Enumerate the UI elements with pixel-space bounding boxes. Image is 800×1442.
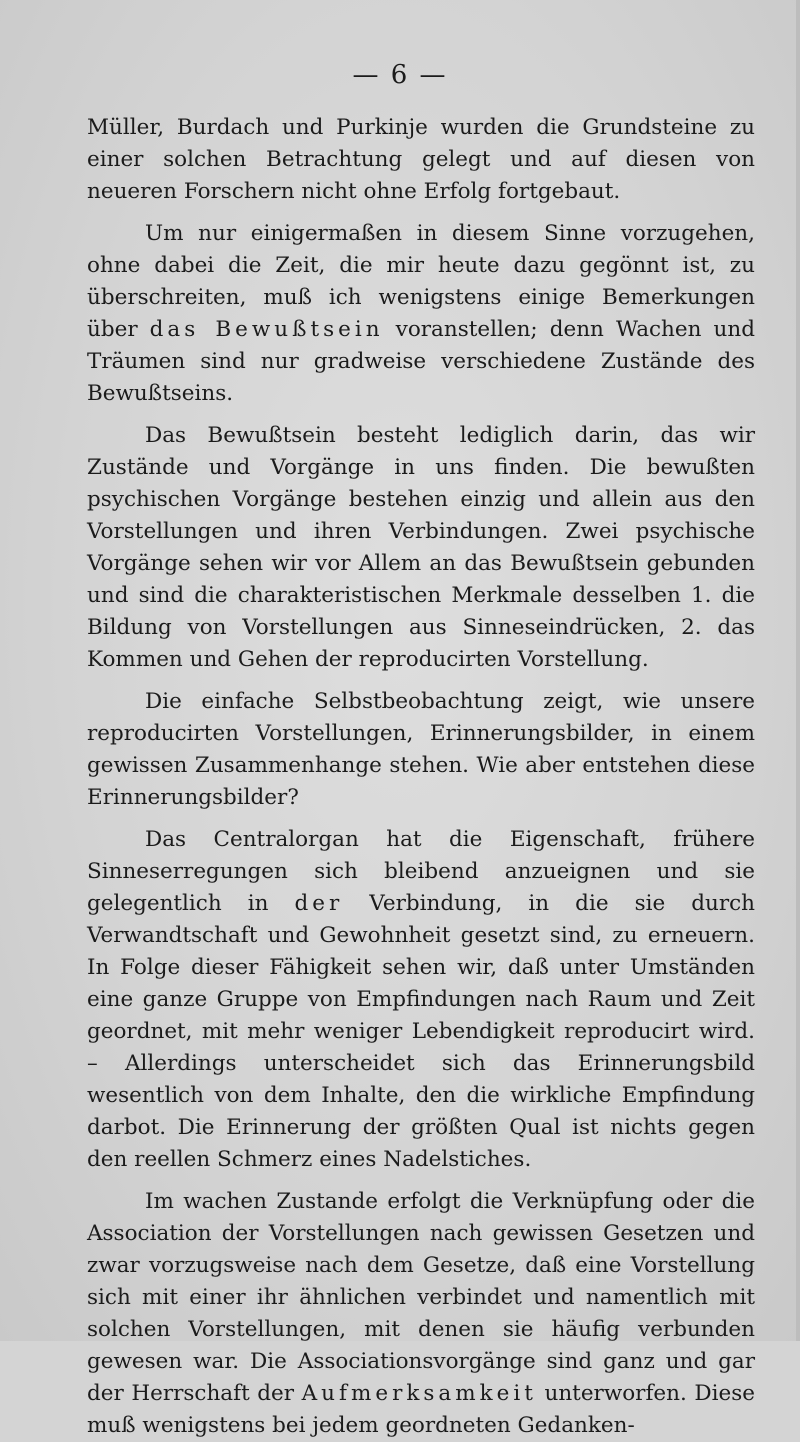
paragraph-text: Das Centralorgan hat die Eigenschaft, frühere Sinneserregungen sich bleibend anzueignen und sie gelegentlich in [87, 827, 755, 916]
emphasized-term-bewusstsein: das Bewußtsein [149, 317, 384, 342]
paragraph-2 [87, 218, 755, 410]
paragraph-3 [87, 420, 755, 676]
body-text [87, 112, 755, 1442]
paragraph-5 [87, 824, 755, 1176]
paragraph-text: Das Bewußtsein besteht lediglich darin, das wir Zustände und Vorgänge in uns finden. Die bewußten psychischen Vorgänge bestehen einzig und allein aus den Vorstellungen und ihren Verbindungen. Zwei psychische Vorgänge sehen wir vor Allem an das Bewußtsein gebunden und sind die charakteristischen Merkmale desselben 1. die Bildung von Vorstellungen aus Sinneseindrücken, 2. das Kommen und Gehen der reproducirten Vorstellung. [87, 423, 755, 672]
paragraph-text: Verbindung, in die sie durch Verwandtschaft und Gewohnheit gesetzt sind, zu erneuern. In Folge dieser Fähigkeit sehen wir, daß unter Umständen eine ganze Gruppe von Empfindungen nach Raum und Zeit geordnet, mit mehr weniger Lebendigkeit reproducirt wird. – Allerdings unterscheidet sich das Erinnerungsbild wesentlich von dem Inhalte, den die wirkliche Empfindung darbot. Die Erinnerung der größten Qual ist nichts gegen den reellen Schmerz eines Nadelstiches. [87, 891, 756, 1172]
paragraph-text: voranstellen; denn Wachen und Träumen sind nur gradweise verschiedene Zustände des Bewußtseins. [87, 317, 755, 406]
paragraph-6 [87, 1186, 755, 1442]
paragraph-text: Im wachen Zustande erfolgt die Verknüpfung oder die Association der Vorstellungen nach gewissen Gesetzen und zwar vorzugsweise nach dem Gesetze, daß eine Vorstellung sich mit einer ihr ähnlichen verbindet und namentlich mit solchen Vorstellungen, mit denen sie häufig verbunden gewesen war. Die Associationsvorgänge sind ganz und gar der Herrschaft der [87, 1189, 755, 1406]
paragraph-text: unterworfen. Diese muß wenigstens bei jedem geordneten Gedanken- [87, 1381, 755, 1438]
paragraph-4 [87, 686, 755, 814]
emphasized-term-aufmerksamkeit: Aufmerksamkeit [301, 1381, 537, 1406]
emphasized-term-der: der [294, 891, 344, 916]
paragraph-text: Die einfache Selbstbeobachtung zeigt, wie unsere reproducirten Vorstellungen, Erinnerungsbilder, in einem gewissen Zusammenhange stehen. Wie aber entstehen diese Erinnerungsbilder? [87, 689, 755, 810]
page-edge [796, 0, 800, 1341]
paragraph-text: Um nur einigermaßen in diesem Sinne vorzugehen, ohne dabei die Zeit, die mir heute dazu gegönnt ist, zu überschreiten, muß ich wenigstens einige Bemerkungen über [87, 221, 755, 342]
page-number: — 6 — [352, 60, 448, 90]
paragraph-1 [87, 112, 755, 208]
paragraph-text: Müller, Burdach und Purkinje wurden die Grundsteine zu einer solchen Betrachtung gelegt und auf diesen von neueren Forschern nicht ohne Erfolg fortgebaut. [87, 115, 755, 204]
